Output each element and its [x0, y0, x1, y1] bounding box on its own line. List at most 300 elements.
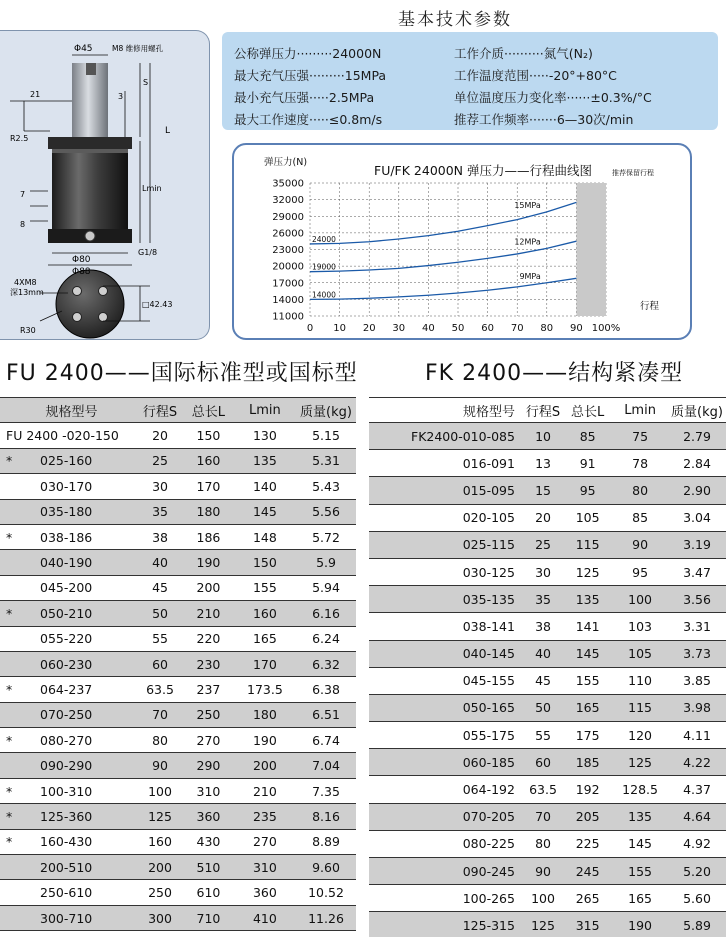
cell-length: 200	[183, 575, 234, 600]
cell-stroke: 70	[523, 803, 563, 830]
cell-length: 250	[183, 702, 234, 727]
chart-series	[310, 202, 576, 299]
cell-model: 080-225	[369, 830, 523, 857]
x-tick-label: 100%	[591, 323, 621, 334]
cell-model: 050-165	[369, 694, 523, 721]
spec-frequency: 推荐工作频率·······6—30次/min	[454, 112, 634, 127]
col-mass: 质量(kg)	[668, 398, 726, 423]
table-row	[369, 803, 726, 830]
cell-lmin: 173.5	[234, 677, 296, 702]
table-row	[369, 477, 726, 504]
table-row	[0, 651, 356, 676]
cell-model: 090-245	[369, 858, 523, 885]
dim-r25: R2.5	[10, 134, 29, 143]
recommended-star: *	[6, 529, 13, 545]
cell-model	[0, 702, 137, 727]
cell-stroke: 60	[523, 749, 563, 776]
cell-stroke: 10	[523, 423, 563, 450]
spec-min-pressure: 最小充气压强·····2.5MPa	[234, 90, 375, 105]
cell-mass: 7.35	[296, 778, 356, 803]
cell-stroke: 25	[137, 448, 183, 473]
cell-mass: 5.31	[296, 448, 356, 473]
cell-mass: 5.72	[296, 524, 356, 549]
cell-length: 180	[183, 499, 234, 524]
model-code: 055-220	[40, 631, 93, 647]
series-name-label: 12MPa	[514, 237, 541, 247]
cell-model	[0, 499, 137, 524]
spec-max-speed: 最大工作速度·····≤0.8m/s	[234, 112, 383, 127]
table-row	[369, 586, 726, 613]
dim-holes: 4XM8	[14, 278, 37, 287]
cell-model	[0, 753, 137, 778]
recommended-star: *	[6, 732, 13, 748]
table-row	[369, 912, 726, 937]
model-code: 100-310	[40, 783, 93, 799]
cell-mass: 4.64	[668, 803, 726, 830]
col-length: 总长L	[563, 398, 612, 423]
cell-length: 310	[183, 778, 234, 803]
dim-sq: □42.43	[142, 300, 173, 309]
cell-length: 141	[563, 613, 612, 640]
y-tick-label: 32000	[272, 195, 304, 207]
fu-table-heading: FU 2400——国际标准型或国标型	[6, 361, 358, 386]
cell-stroke: 100	[523, 885, 563, 912]
cell-mass: 9.60	[296, 855, 356, 880]
dim-3: 3	[118, 92, 124, 101]
y-tick-label: 35000	[272, 178, 304, 190]
table-row	[369, 423, 726, 450]
cell-model: 045-155	[369, 667, 523, 694]
chart-shaded-region	[576, 183, 606, 316]
cell-stroke: 38	[523, 613, 563, 640]
cell-lmin: 115	[612, 694, 668, 721]
cell-lmin: 90	[612, 531, 668, 558]
cell-lmin: 128.5	[612, 776, 668, 803]
spec-rated-force: 公称弹压力·········24000N	[234, 46, 382, 61]
dim-7: 7	[20, 190, 26, 199]
fu-spec-table	[0, 397, 356, 931]
cell-length: 710	[183, 905, 234, 930]
cell-model: 038-141	[369, 613, 523, 640]
cell-mass: 5.94	[296, 575, 356, 600]
cell-mass: 3.85	[668, 667, 726, 694]
cell-model	[0, 728, 137, 753]
cell-lmin: 85	[612, 504, 668, 531]
model-code: 035-180	[40, 504, 93, 520]
y-tick-label: 11000	[272, 311, 304, 323]
dim-depth: 深13mm	[10, 288, 44, 297]
recommended-star: *	[6, 605, 13, 621]
cell-model	[0, 829, 137, 854]
table-row	[0, 626, 356, 651]
recommended-star: *	[6, 808, 13, 824]
cell-model: 035-135	[369, 586, 523, 613]
cell-mass: 5.60	[668, 885, 726, 912]
cell-lmin: 270	[234, 829, 296, 854]
cell-stroke: 63.5	[137, 677, 183, 702]
dim-d80: Φ80	[72, 255, 91, 265]
model-code: 045-200	[40, 580, 93, 596]
series-start-label: 14000	[312, 290, 336, 300]
cell-lmin: 145	[234, 499, 296, 524]
model-code: 030-170	[40, 478, 93, 494]
cell-mass: 4.22	[668, 749, 726, 776]
model-code: FU 2400 -020-150	[6, 428, 119, 444]
x-tick-label: 50	[451, 323, 465, 334]
cell-model	[0, 448, 137, 473]
recommended-star: *	[6, 783, 13, 799]
table-row	[0, 474, 356, 499]
cell-model: 100-265	[369, 885, 523, 912]
x-tick-label: 70	[510, 323, 524, 334]
cell-stroke: 30	[137, 474, 183, 499]
cell-model: 070-205	[369, 803, 523, 830]
cell-length: 190	[183, 550, 234, 575]
cell-model: 020-105	[369, 504, 523, 531]
cell-length: 192	[563, 776, 612, 803]
model-code: 160-430	[40, 834, 93, 850]
cell-length: 225	[563, 830, 612, 857]
cell-mass: 5.15	[296, 423, 356, 448]
cell-stroke: 200	[137, 855, 183, 880]
cell-lmin: 130	[234, 423, 296, 448]
chart-xlabel: 行程	[640, 301, 660, 312]
cell-model	[0, 474, 137, 499]
cell-mass: 5.20	[668, 858, 726, 885]
spec-max-pressure: 最大充气压强·········15MPa	[234, 68, 387, 83]
table-row	[369, 776, 726, 803]
series-name-label: 9MPa	[519, 271, 541, 281]
cell-mass: 3.31	[668, 613, 726, 640]
dim-21: 21	[30, 90, 41, 99]
cell-lmin: 155	[234, 575, 296, 600]
model-code: 060-230	[40, 656, 93, 672]
dim-s: S	[143, 78, 149, 87]
x-tick-label: 90	[570, 323, 583, 334]
cell-length: 360	[183, 804, 234, 829]
cell-stroke: 100	[137, 778, 183, 803]
dim-lmin: Lmin	[142, 184, 162, 193]
table-header-row	[369, 398, 726, 423]
table-row	[0, 804, 356, 829]
table-row	[369, 722, 726, 749]
cell-stroke: 20	[137, 423, 183, 448]
chart-shade-label: 推荐保留行程	[612, 169, 654, 177]
table-row	[0, 677, 356, 702]
cell-length: 220	[183, 626, 234, 651]
table-row	[0, 601, 356, 626]
dim-r30: R30	[20, 326, 36, 335]
cell-stroke: 45	[137, 575, 183, 600]
cell-stroke: 55	[523, 722, 563, 749]
cell-stroke: 35	[523, 586, 563, 613]
cell-stroke: 63.5	[523, 776, 563, 803]
chart-ylabel: 弹压力(N)	[264, 157, 308, 168]
cell-stroke: 38	[137, 524, 183, 549]
cell-lmin: 155	[612, 858, 668, 885]
recommended-reserve-area	[576, 183, 606, 316]
series-start-label: 24000	[312, 234, 336, 244]
cell-lmin: 150	[234, 550, 296, 575]
table-row	[0, 499, 356, 524]
recommended-star: *	[6, 681, 13, 697]
cell-lmin: 95	[612, 558, 668, 585]
model-code: 250-610	[40, 885, 93, 901]
table-row	[0, 423, 356, 448]
cell-model: 060-185	[369, 749, 523, 776]
cell-lmin: 360	[234, 880, 296, 905]
model-code: 038-186	[40, 529, 93, 545]
cell-lmin: 180	[234, 702, 296, 727]
cell-length: 145	[563, 640, 612, 667]
dim-g18: G1/8	[138, 248, 158, 257]
cell-stroke: 160	[137, 829, 183, 854]
dim-d88: Φ88	[72, 267, 91, 277]
cell-model	[0, 524, 137, 549]
cell-length: 210	[183, 601, 234, 626]
cell-lmin: 148	[234, 524, 296, 549]
cell-length: 237	[183, 677, 234, 702]
table-row	[369, 667, 726, 694]
cell-mass: 6.74	[296, 728, 356, 753]
cell-lmin: 125	[612, 749, 668, 776]
col-stroke: 行程S	[523, 398, 563, 423]
chart-panel	[232, 143, 692, 340]
cell-mass: 3.73	[668, 640, 726, 667]
base-view-shape	[56, 270, 124, 338]
table-row	[0, 728, 356, 753]
table-row	[0, 829, 356, 854]
cell-length: 165	[563, 694, 612, 721]
cell-mass: 6.38	[296, 677, 356, 702]
cell-model	[0, 575, 137, 600]
cell-stroke: 25	[523, 531, 563, 558]
x-tick-label: 0	[306, 323, 314, 334]
cell-model	[0, 778, 137, 803]
col-stroke: 行程S	[137, 398, 183, 423]
cell-model	[0, 651, 137, 676]
cell-lmin: 78	[612, 450, 668, 477]
cell-stroke: 50	[523, 694, 563, 721]
dim-8: 8	[20, 220, 26, 229]
cell-mass: 6.32	[296, 651, 356, 676]
table-row	[369, 450, 726, 477]
model-code: 090-290	[40, 758, 93, 774]
table-row	[369, 749, 726, 776]
cell-length: 430	[183, 829, 234, 854]
cell-stroke: 125	[523, 912, 563, 937]
y-tick-label: 20000	[272, 261, 304, 273]
cell-length: 105	[563, 504, 612, 531]
cell-stroke: 30	[523, 558, 563, 585]
cell-model	[0, 855, 137, 880]
cell-model: 025-115	[369, 531, 523, 558]
table-row	[0, 880, 356, 905]
cell-length: 155	[563, 667, 612, 694]
cell-mass: 4.92	[668, 830, 726, 857]
cell-model	[0, 880, 137, 905]
force-stroke-chart	[234, 145, 690, 338]
cell-lmin: 140	[234, 474, 296, 499]
cell-model	[0, 677, 137, 702]
cell-mass: 4.37	[668, 776, 726, 803]
y-tick-label: 23000	[272, 245, 304, 256]
cell-lmin: 100	[612, 586, 668, 613]
spec-medium: 工作介质··········氮气(N₂)	[454, 46, 593, 61]
cell-lmin: 110	[612, 667, 668, 694]
cell-length: 315	[563, 912, 612, 937]
cell-length: 85	[563, 423, 612, 450]
table-row	[369, 858, 726, 885]
cell-stroke: 60	[137, 651, 183, 676]
cell-model: 015-095	[369, 477, 523, 504]
cell-model	[0, 601, 137, 626]
col-lmin: Lmin	[234, 398, 296, 423]
cell-stroke: 40	[137, 550, 183, 575]
table-row	[0, 575, 356, 600]
x-tick-label: 60	[481, 323, 494, 334]
cell-length: 185	[563, 749, 612, 776]
y-tick-label: 26000	[272, 228, 304, 240]
table-row	[0, 855, 356, 880]
table-row	[0, 778, 356, 803]
cell-stroke: 15	[523, 477, 563, 504]
x-tick-label: 20	[362, 323, 376, 334]
model-code: 050-210	[40, 605, 93, 621]
cell-stroke: 250	[137, 880, 183, 905]
cell-length: 170	[183, 474, 234, 499]
table-row	[0, 550, 356, 575]
model-code: 300-710	[40, 910, 93, 926]
specs-title: 基本技术参数	[398, 10, 512, 30]
cell-mass: 2.90	[668, 477, 726, 504]
cell-model	[0, 804, 137, 829]
cell-mass: 2.84	[668, 450, 726, 477]
cell-model: 064-192	[369, 776, 523, 803]
cell-lmin: 135	[612, 803, 668, 830]
cell-mass: 6.51	[296, 702, 356, 727]
table-row	[0, 905, 356, 930]
cell-length: 290	[183, 753, 234, 778]
table-row	[0, 448, 356, 473]
cell-mass: 3.47	[668, 558, 726, 585]
cell-stroke: 55	[137, 626, 183, 651]
cell-length: 245	[563, 858, 612, 885]
recommended-star: *	[6, 834, 13, 850]
cell-length: 510	[183, 855, 234, 880]
cell-mass: 2.79	[668, 423, 726, 450]
cell-stroke: 70	[137, 702, 183, 727]
cell-length: 91	[563, 450, 612, 477]
cell-mass: 3.98	[668, 694, 726, 721]
cell-mass: 4.11	[668, 722, 726, 749]
x-tick-label: 30	[392, 323, 406, 334]
cell-model: 055-175	[369, 722, 523, 749]
cell-lmin: 135	[234, 448, 296, 473]
col-model: 规格型号	[369, 398, 523, 423]
table-row	[369, 531, 726, 558]
chart-title: FU/FK 24000N 弹压力——行程曲线图	[374, 163, 592, 178]
col-mass: 质量(kg)	[296, 398, 356, 423]
cell-model	[0, 423, 137, 448]
cell-mass: 5.43	[296, 474, 356, 499]
col-length: 总长L	[183, 398, 234, 423]
cell-model: 016-091	[369, 450, 523, 477]
cell-length: 125	[563, 558, 612, 585]
specs-box	[222, 32, 718, 130]
cell-lmin: 410	[234, 905, 296, 930]
cell-mass: 8.16	[296, 804, 356, 829]
table-row	[369, 885, 726, 912]
cell-lmin: 103	[612, 613, 668, 640]
cell-length: 270	[183, 728, 234, 753]
cell-mass: 3.19	[668, 531, 726, 558]
table-row	[369, 830, 726, 857]
cell-lmin: 80	[612, 477, 668, 504]
table-row	[0, 753, 356, 778]
cell-model	[0, 626, 137, 651]
x-tick-label: 10	[333, 323, 346, 334]
cell-mass: 5.89	[668, 912, 726, 937]
series-start-label: 19000	[312, 262, 336, 272]
cell-mass: 11.26	[296, 905, 356, 930]
cell-length: 186	[183, 524, 234, 549]
y-tick-label: 29000	[272, 211, 304, 223]
cell-length: 265	[563, 885, 612, 912]
cell-stroke: 45	[523, 667, 563, 694]
model-code: 200-510	[40, 859, 93, 875]
table-row	[369, 613, 726, 640]
cell-length: 230	[183, 651, 234, 676]
cell-lmin: 105	[612, 640, 668, 667]
cylinder-body-shape	[52, 153, 128, 233]
cell-stroke: 50	[137, 601, 183, 626]
dim-m8-note: M8 维修用螺孔	[112, 44, 164, 53]
table-row	[369, 694, 726, 721]
cell-length: 205	[563, 803, 612, 830]
table-header-row	[0, 398, 356, 423]
cell-mass: 3.04	[668, 504, 726, 531]
cell-mass: 6.24	[296, 626, 356, 651]
y-tick-label: 14000	[272, 294, 304, 306]
cell-lmin: 120	[612, 722, 668, 749]
model-code: 040-190	[40, 555, 93, 571]
col-lmin: Lmin	[612, 398, 668, 423]
cell-mass: 3.56	[668, 586, 726, 613]
model-code: 064-237	[40, 681, 93, 697]
cell-stroke: 40	[523, 640, 563, 667]
cell-mass: 10.52	[296, 880, 356, 905]
cell-model: 125-315	[369, 912, 523, 937]
cell-lmin: 165	[234, 626, 296, 651]
dim-l: L	[165, 126, 171, 136]
table-row	[369, 640, 726, 667]
cell-mass: 5.9	[296, 550, 356, 575]
cell-lmin: 190	[234, 728, 296, 753]
cell-length: 150	[183, 423, 234, 448]
model-code: 070-250	[40, 707, 93, 723]
cell-stroke: 90	[523, 858, 563, 885]
model-code: 025-160	[40, 453, 93, 469]
table-row	[0, 524, 356, 549]
spec-temp-range: 工作温度范围·····-20°+80°C	[454, 68, 617, 83]
recommended-star: *	[6, 453, 13, 469]
cell-mass: 6.16	[296, 601, 356, 626]
series-line-9MPa	[310, 278, 576, 299]
model-code: 125-360	[40, 808, 93, 824]
cell-stroke: 80	[523, 830, 563, 857]
cell-stroke: 300	[137, 905, 183, 930]
